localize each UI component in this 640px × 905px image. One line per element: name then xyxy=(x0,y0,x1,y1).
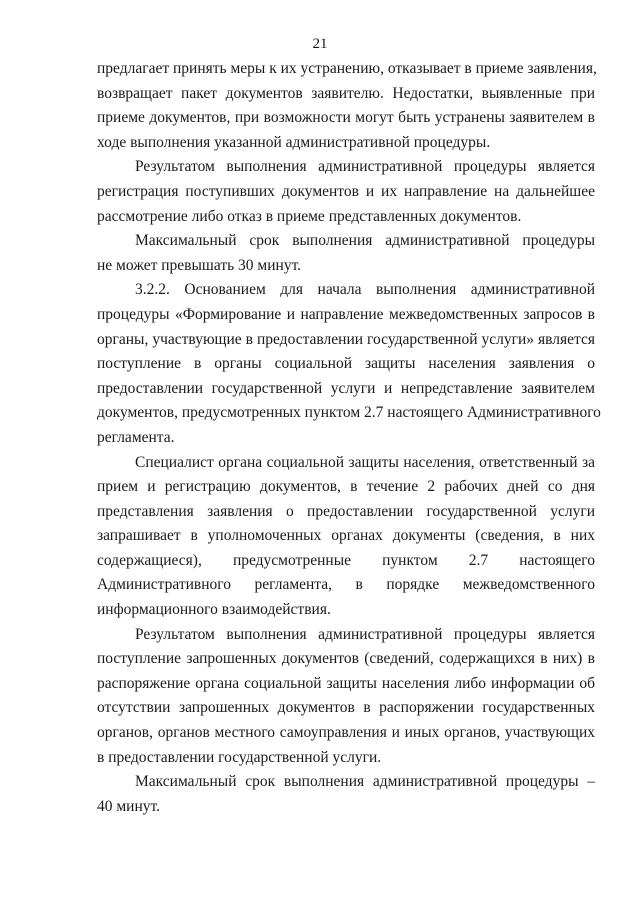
text-line: органов, органов местного самоуправления и иных органов, участвующих xyxy=(97,724,595,742)
text-line: рассмотрение либо отказ в приеме представленных документов. xyxy=(97,207,522,225)
text-line: не может превышать 30 минут. xyxy=(97,256,302,274)
text-line: поступление запрошенных документов (сведений, содержащихся в них) в xyxy=(97,650,595,668)
text-line: прием и регистрацию документов, в течение 2 рабочих дней со дня xyxy=(97,478,595,496)
text-line: представления заявления о предоставлении государственной услуги xyxy=(97,502,595,520)
text-line: ходе выполнения указанной административной процедуры. xyxy=(97,133,491,151)
text-line: возвращает пакет документов заявителю. Недостатки, выявленные при xyxy=(97,84,595,102)
text-line: Максимальный срок выполнения административной процедуры – xyxy=(135,773,595,791)
paragraph-specialist xyxy=(97,451,595,623)
text-line: распоряжение органа социальной защиты населения либо информации об xyxy=(97,674,595,692)
text-line: Результатом выполнения административной процедуры является xyxy=(135,158,595,176)
text-line: Максимальный срок выполнения административной процедуры xyxy=(135,232,595,250)
text-line: регламента. xyxy=(97,428,175,446)
text-line: приеме документов, при возможности могут быть устранены заявителем в xyxy=(97,109,595,127)
document-body xyxy=(97,57,601,819)
text-line: отсутствии запрошенных документов в распоряжении государственных xyxy=(97,699,595,717)
text-line: 3.2.2. Основанием для начала выполнения административной xyxy=(135,281,595,299)
text-line: в предоставлении государственной услуги. xyxy=(97,748,382,766)
text-line: Результатом выполнения административной процедуры является xyxy=(135,625,595,643)
text-line: 40 минут. xyxy=(97,797,161,815)
text-line: предоставлении государственной услуги и непредставление заявителем xyxy=(97,379,595,397)
paragraph-result-registration xyxy=(97,155,595,229)
text-line: органы, участвующие в предоставлении государственной услуги» является xyxy=(97,330,595,348)
text-line: Административного регламента, в порядке межведомственного xyxy=(97,576,595,594)
paragraph-continuation xyxy=(97,57,595,155)
text-line: содержащиеся), предусмотренные пунктом 2.7 настоящего xyxy=(97,551,595,569)
text-line: информационного взаимодействия. xyxy=(97,601,331,619)
paragraph-max-time-40 xyxy=(97,770,595,819)
text-line: процедуры «Формирование и направление межведомственных запросов в xyxy=(97,305,595,323)
paragraph-result-documents xyxy=(97,623,595,771)
text-line: запрашивает в уполномоченных органах документы (сведения, в них xyxy=(97,527,595,545)
paragraph-max-time-30 xyxy=(97,229,595,278)
text-line: документов, предусмотренных пунктом 2.7 настоящего Административного xyxy=(97,404,601,422)
text-line: регистрация поступивших документов и их направление на дальнейшее xyxy=(97,182,595,200)
paragraph-3-2-2 xyxy=(97,278,601,450)
page-number: 21 xyxy=(312,36,328,52)
text-line: поступление в органы социальной защиты населения заявления о xyxy=(97,355,595,373)
text-line: Специалист органа социальной защиты населения, ответственный за xyxy=(135,453,595,471)
text-line: предлагает принять меры к их устранению, отказывает в приеме заявления, xyxy=(97,60,597,77)
